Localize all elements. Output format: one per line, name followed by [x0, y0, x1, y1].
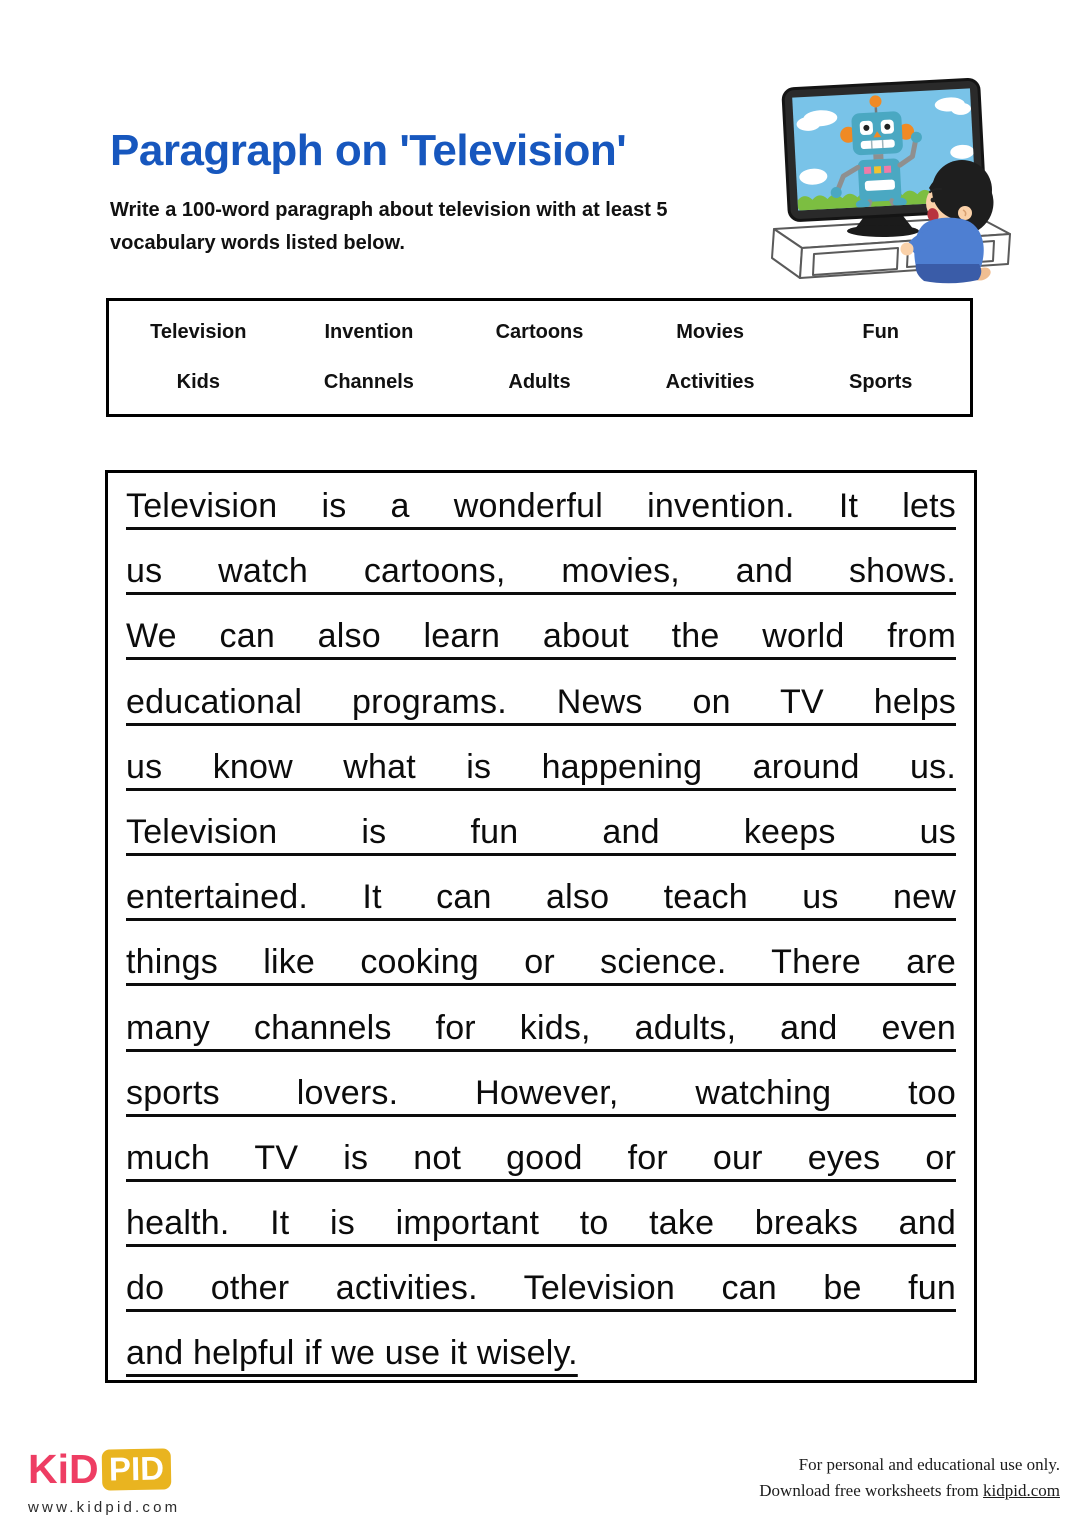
paragraph-line: much TV is not good for our eyes or	[126, 1138, 956, 1177]
paragraph-line: us watch cartoons, movies, and shows.	[126, 552, 956, 591]
vocab-word: Invention	[324, 320, 414, 343]
license-line-2: Download free worksheets from kidpid.com	[759, 1480, 1060, 1500]
vocab-word: Television	[150, 320, 247, 343]
vocab-word: Fun	[862, 320, 900, 343]
paragraph-line: and helpful if we use it wisely.	[126, 1334, 578, 1373]
boy-pants	[916, 264, 982, 283]
logo-pid-badge: PID	[101, 1448, 171, 1490]
logo-kid-text: KiD	[28, 1446, 99, 1492]
vocab-word: Kids	[176, 371, 220, 394]
paragraph-box	[105, 470, 977, 1383]
instructions-line-1: Write a 100-word paragraph about television with at least 5	[110, 199, 668, 221]
vocab-word: Movies	[676, 320, 744, 343]
kidpid-link[interactable]: kidpid.com	[983, 1480, 1060, 1500]
paragraph-line: sports lovers. However, watching too	[126, 1073, 956, 1112]
tv-illustration	[766, 76, 1016, 296]
vocabulary-box	[106, 298, 973, 417]
boy-watching-tv-icon	[766, 76, 1016, 296]
instructions-line-2: vocabulary words listed below.	[110, 232, 405, 254]
paragraph-line: us know what is happening around us.	[126, 747, 956, 786]
paragraph-line: health. It is important to take breaks and	[126, 1204, 956, 1243]
instructions	[110, 194, 668, 260]
kidpid-url[interactable]: www.kidpid.com	[28, 1499, 181, 1516]
vocab-word: Channels	[323, 371, 414, 394]
paragraph-line: many channels for kids, adults, and even	[126, 1008, 956, 1047]
paragraph-line: Television is a wonderful invention. It lets	[126, 487, 956, 525]
kidpid-logo	[28, 1446, 180, 1517]
vocab-word: Cartoons	[495, 320, 584, 343]
page-title: Paragraph on 'Television'	[110, 126, 627, 175]
license-note	[759, 1452, 1060, 1503]
paragraph-lines	[126, 474, 956, 1383]
paragraph-line: Television is fun and keeps us	[126, 812, 956, 851]
vocab-word: Sports	[849, 371, 913, 394]
paragraph-line: entertained. It can also teach us new	[126, 878, 956, 917]
license-line-1: For personal and educational use only.	[798, 1455, 1060, 1474]
paragraph-line: things like cooking or science. There are	[126, 943, 956, 982]
vocab-word: Adults	[508, 371, 571, 394]
paragraph-line: do other activities. Television can be fun	[126, 1269, 956, 1308]
paragraph-line: We can also learn about the world from	[126, 617, 956, 656]
vocab-word: Activities	[665, 371, 755, 394]
paragraph-line: educational programs. News on TV helps	[126, 682, 956, 721]
